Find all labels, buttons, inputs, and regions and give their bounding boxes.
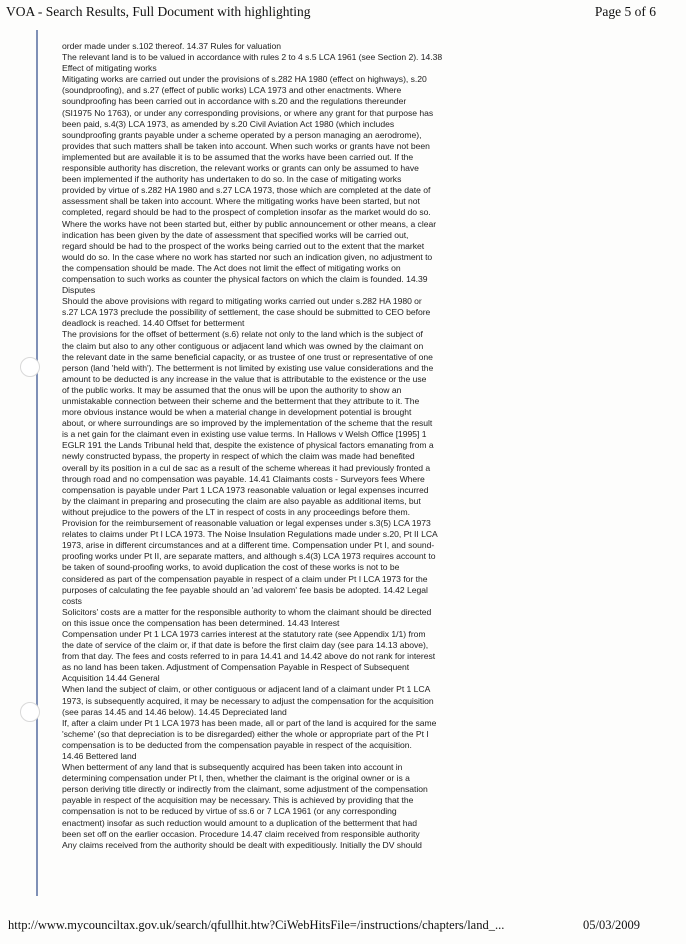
body-line: would do so. In the case where no work has started nor such an indication given, no adjustment to [62,251,433,262]
body-line: more obvious instance would be when a material change in development potential is brought [62,407,412,418]
body-line: the date of service of the claim or, if that date is before the first claim day (see para 14.13 above), [62,640,429,651]
body-line: indication has been given by the date of assessment that specified works will be carried out, [62,229,409,240]
body-line: overall by its position in a cul de sac as a result of the scheme whereas it had previously fronted a [62,462,431,473]
body-line: newly constructed bypass, the property in respect of which the claim was made had benefited [62,451,415,462]
body-line: been implemented if the authority has undertaken to do so. In the case of mitigating works [62,174,402,185]
body-line: Provision for the reimbursement of reasonable valuation or legal expenses under s.3(5) LCA 1973 [62,518,431,529]
body-line: the compensation should be made. The Act does not limit the effect of mitigating works on [62,262,401,273]
body-line: through road and no compensation was payable. 14.41 Claimants costs - Surveyors fees Where [62,473,425,484]
body-line: of the public works. It may be assumed that the onus will be upon the authority to show an [62,384,402,395]
punch-hole-top [20,357,40,377]
body-line: (soundproofing), and s.27 (effect of public works) LCA 1973 and other enactments. Where [62,85,402,96]
body-line: compensation is payable under Part 1 LCA 1973 reasonable valuation or legal expenses incurred [62,484,429,495]
body-line: the claim but also to any other contiguous or adjacent land which was owned by the claimant on [62,340,424,351]
body-line: is a net gain for the claimant even in existing use value terms. In Hallows v Welsh Office [1995] 1 [62,429,427,440]
body-line: Any claims received from the authority should be dealt with expeditiously. Initially the DV should [62,839,422,850]
body-line: assessment shall be taken into account. Where the mitigating works have been started, but not [62,196,420,207]
body-line: on this issue once the compensation has been determined. 14.43 Interest [62,617,340,628]
body-line: as no land has been taken. Adjustment of Compensation Payable in Respect of Subsequent [62,662,410,673]
body-line: Disputes [62,285,96,296]
body-line: provided by virtue of s.282 HA 1980 and s.27 LCA 1973, those which are completed at the date of [62,185,431,196]
body-line: unmistakable connection between their scheme and the betterment that they attribute to it. The [62,396,420,406]
body-line: by the claimant in preparing and prosecuting the claim are also payable as additional items, but [62,495,421,506]
body-line: payable in respect of the acquisition may be necessary. This is achieved by providing that the [62,795,414,806]
body-line: the relevant date in the same beneficial capacity, or as trustee of one trust or representative of one [62,351,433,362]
body-line: order made under s.102 thereof. 14.37 Rules for valuation [62,41,282,51]
body-line: be taken of sound-proofing works, to avoid duplication the cost of these works is not to be [62,562,400,573]
footer-date: 05/03/2009 [583,918,640,932]
body-line: considered as part of the compensation payable in respect of a claim under Pt I LCA 1973 for the [62,573,428,584]
body-line: implemented but are available it is to be assumed that the works have been carried out. If the [62,151,414,162]
body-line: EGLR 191 the Lands Tribunal held that, despite the existence of physical factors emanating from a [62,440,434,451]
body-line: been paid, s.4(3) LCA 1973, as amended by s.20 Civil Aviation Act 1980 (which includes [62,118,395,129]
body-line: 14.46 Bettered land [62,751,137,761]
body-line: enactment) insofar as such reduction would amount to a duplication of the betterment that had [62,817,418,828]
body-line: (SI1975 No 1763), or under any corresponding provisions, or where any grant for that purpose has [62,107,434,118]
body-line: determining compensation under Pt I, then, whether the claimant is the original owner or is a [62,773,410,784]
body-line: costs [62,595,82,606]
body-line: amount to be deducted is any increase in the value that is attributable to the existence or the use [62,373,427,384]
body-line: soundproofing grants payable under a scheme operated by a person managing an aerodrome), [62,129,422,140]
body-line: If, after a claim under Pt 1 LCA 1973 has been made, all or part of the land is acquired for the same [62,717,437,728]
body-line: When betterment of any land that is subsequently acquired has been taken into account in [62,762,403,773]
body-line: The relevant land is to be valued in accordance with rules 2 to 4 s.5 LCA 1961 (see Section 2). 14.38 [62,52,443,63]
body-line: Compensation under Pt 1 LCA 1973 carries interest at the statutory rate (see Appendix 1/1) from [62,628,426,639]
body-line: completed, regard should be had to the prospect of completion insofar as the market would do so. [62,207,431,218]
body-line: from that day. The fees and costs referred to in para 14.41 and 14.42 above do not rank for interest [62,651,436,662]
body-line: compensation is to be deducted from the compensation payable in respect of the acquisition. [62,739,412,750]
body-line: Mitigating works are carried out under the provisions of s.282 HA 1980 (effect on highways), s.20 [62,74,427,85]
body-line: proofing works under Pt II, are separate matters, and although s.4(3) LCA 1973 requires account to [62,551,436,562]
body-line: relates to claims under Pt I LCA 1973. The Noise Insulation Regulations made under s.20, Pt II LCA [62,529,438,540]
body-line: (see paras 14.45 and 14.46 below). 14.45 Depreciated land [62,706,287,717]
body-line: compensation is not to be reduced by virtue of ss.6 or 7 LCA 1961 (or any corresponding [62,806,397,817]
body-line: Effect of mitigating works [62,63,157,74]
body-line: 1973, is subsequently acquired, it may be necessary to adjust the compensation for the acquisition [62,695,434,706]
body-line: about, or where surroundings are so improved by the implementation of the scheme that the result [62,418,433,429]
margin-rule [36,30,38,896]
body-line: deadlock is reached. 14.40 Offset for betterment [62,318,245,329]
body-line: soundproofing has been carried out in accordance with s.20 and the regulations thereunder [62,96,407,107]
punch-hole-bottom [20,702,40,722]
body-line: Should the above provisions with regard to mitigating works carried out under s.282 HA 1980 or [62,296,422,307]
body-line: been set off on the earlier occasion. Procedure 14.47 claim received from responsible authority [62,828,420,839]
body-line: responsible authority has discretion, the relevant works or grants can only be assumed to have [62,163,419,174]
body-line: without prejudice to the powers of the LT in respect of costs in any proceedings before them. [62,506,411,517]
body-line: Acquisition 14.44 General [62,673,160,684]
page-header-title: VOA - Search Results, Full Document with highlighting [6,4,311,19]
body-line: s.27 LCA 1973 preclude the possibility of settlement, the case should be submitted to CEO before [62,307,431,318]
footer-url[interactable]: http://www.mycounciltax.gov.uk/search/qfullhit.htw?CiWebHitsFile=/instructions/chapters/land_... [8,918,505,932]
page-number: Page 5 of 6 [594,4,656,19]
body-line: person (land 'held with'). The betterment is not limited by existing use value considerations and the [62,362,434,373]
body-line: 1973, arise in different circumstances and at a different time. Compensation under Pt I, and sound- [62,540,435,551]
body-line: purposes of calculating the fee payable should an 'ad valorem' fee basis be adopted. 14.42 Legal [62,584,428,595]
body-line: When land the subject of claim, or other contiguous or adjacent land of a claimant under Pt 1 LCA [62,684,431,695]
body-line: Where the works have not been started but, either by public announcement or other means, a clear [62,218,437,229]
body-line: regard should be had to the prospect of the works being carried out to the extent that the market [62,240,425,251]
body-line: compensation to such works as counter the physical factors on which the claim is founded. 14.39 [62,273,428,284]
body-line: provides that such matters shall be taken into account. When such works or grants have not been [62,140,430,151]
body-line: 'scheme' (so that depreciation is to be disregarded) either the whole or appropriate part of the Pt I [62,728,429,739]
body-line: The provisions for the offset of betterment (s.6) relate not only to the land which is the subject of [62,329,423,340]
body-line: Solicitors' costs are a matter for the responsible authority to whom the claimant should be directed [62,606,432,617]
document-body [62,41,668,851]
body-line: person deriving title directly or indirectly from the claimant, some adjustment of the compensation [62,784,428,795]
